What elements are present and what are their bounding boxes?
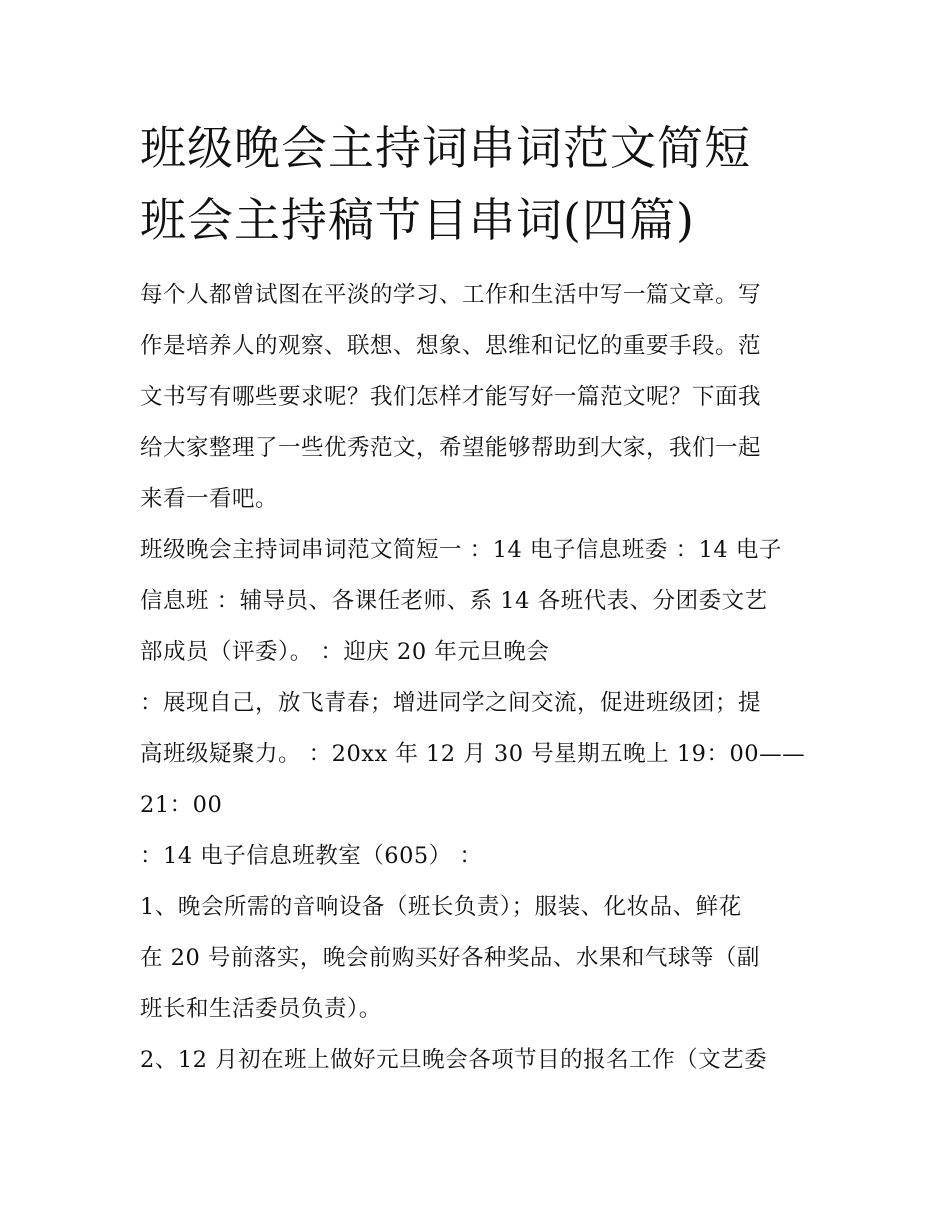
document-body xyxy=(140,270,820,1086)
text-line: 班级晚会主持词串词范文简短一 ：14 电子信息班委 ：14 电子 xyxy=(140,537,782,563)
title-line: 班会主持稿节目串词(四篇) xyxy=(140,193,695,247)
text-line: 班长和生活委员负责）。 xyxy=(140,996,382,1022)
list-item-1 xyxy=(140,882,820,1035)
location-paragraph xyxy=(140,831,820,882)
text-line: 在 20 号前落实，晚会前购买好各种奖品、水果和气球等（副 xyxy=(140,945,760,971)
text-line: 21：00 xyxy=(140,792,223,818)
text-line: 部成员（评委）。 ：迎庆 20 年元旦晚会 xyxy=(140,639,550,665)
text-line: 2、12 月初在班上做好元旦晚会各项节目的报名工作（文艺委 xyxy=(140,1047,768,1073)
title-line: 班级晚会主持词串词范文简短 xyxy=(140,121,751,175)
intro-paragraph xyxy=(140,270,820,525)
text-line: 信息班 ：辅导员、各课任老师、系 14 各班代表、分团委文艺 xyxy=(140,588,768,614)
document-title xyxy=(140,112,820,256)
text-line: ：展现自己，放飞青春；增进同学之间交流，促进班级团；提 xyxy=(140,690,762,716)
document-content xyxy=(140,112,820,1086)
list-item-2 xyxy=(140,1035,820,1086)
purpose-time-paragraph xyxy=(140,678,820,831)
text-line: 文书写有哪些要求呢？我们怎样才能写好一篇范文呢？下面我 xyxy=(140,384,762,410)
text-line: ：14 电子信息班教室（605） ： xyxy=(140,843,483,869)
text-line: 1、晚会所需的音响设备（班长负责）；服装、化妆品、鲜花 xyxy=(140,894,742,920)
text-line: 作是培养人的观察、联想、想象、思维和记忆的重要手段。范 xyxy=(140,333,762,359)
text-line: 给大家整理了一些优秀范文，希望能够帮助到大家，我们一起 xyxy=(140,435,762,461)
event-info-paragraph xyxy=(140,525,820,678)
text-line: 每个人都曾试图在平淡的学习、工作和生活中写一篇文章。写 xyxy=(140,282,762,308)
text-line: 高班级疑聚力。 ：20xx 年 12 月 30 号星期五晚上 19：00—— xyxy=(140,741,806,767)
text-line: 来看一看吧。 xyxy=(140,486,279,512)
